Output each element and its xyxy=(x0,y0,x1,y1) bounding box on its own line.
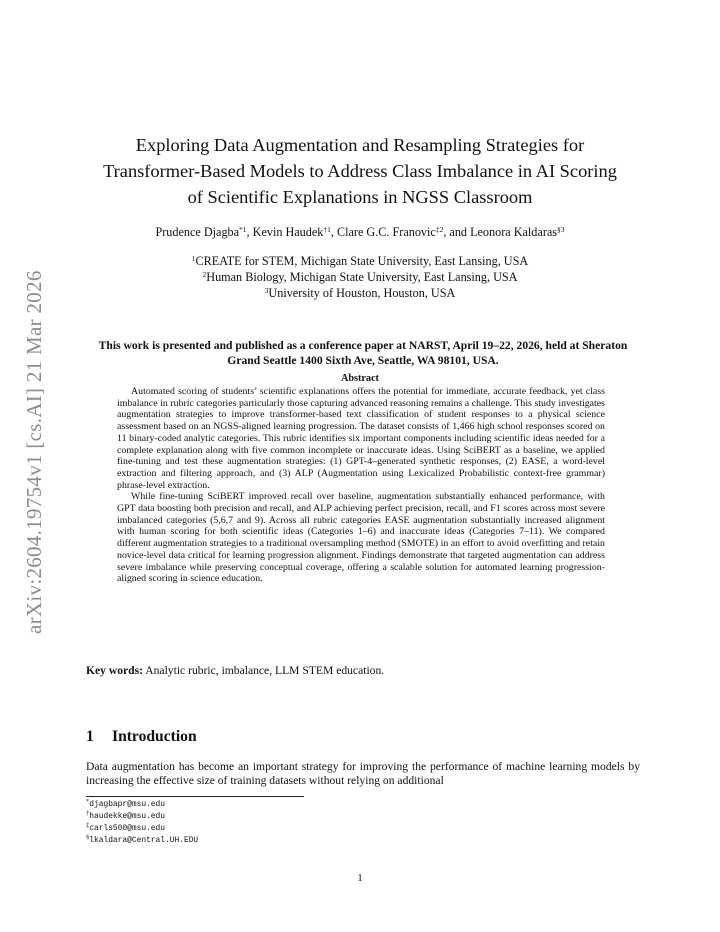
title-line: of Scientific Explanations in NGSS Classroom xyxy=(187,187,533,207)
section-title: Introduction xyxy=(112,728,197,745)
author-mark: *1 xyxy=(239,225,247,234)
author-mark: §3 xyxy=(557,225,565,234)
affiliation-text: Human Biology, Michigan State University, East Lansing, USA xyxy=(206,270,518,284)
author-list xyxy=(80,224,640,240)
footnote-mark: † xyxy=(86,810,90,817)
footnote xyxy=(86,799,640,811)
page-number: 1 xyxy=(357,872,363,884)
abstract-heading: Abstract xyxy=(341,373,379,384)
affiliation-number: 3 xyxy=(264,286,269,295)
footnote xyxy=(86,835,640,847)
author-separator: , and xyxy=(443,225,471,239)
footnote-mark: § xyxy=(86,834,90,841)
introduction-paragraph: Data augmentation has become an important strategy for improving the performance of machine learning models by increasing the effective size of training datasets without relying on additional xyxy=(86,760,640,787)
author-mark: ‡2 xyxy=(435,225,444,234)
title-line: Transformer-Based Models to Address Class Imbalance in AI Scoring xyxy=(103,161,617,181)
author-name: Clare G.C. Franovic xyxy=(336,225,436,239)
author-name: Leonora Kaldaras xyxy=(470,225,558,239)
affiliation-number: 2 xyxy=(202,270,207,279)
footnote xyxy=(86,823,640,835)
abstract-body xyxy=(117,386,605,585)
title-line: Exploring Data Augmentation and Resampling Strategies for xyxy=(135,135,585,155)
affiliation xyxy=(80,253,640,269)
footnote-email-link[interactable]: carls500@msu.edu xyxy=(89,824,166,833)
author-name: Prudence Djagba xyxy=(155,225,240,239)
abstract-paragraph: Automated scoring of students’ scientific explanations offers the potential for immediate, accurate feedback, yet class imbalance in rubric categories particularly those capturing advanced reasoning remains a challenge. This study investigates augmentation strategies to improve transformer-based text classification of student responses to a physical science assessment based on an NGSS-aligned learning progression. The dataset consists of 1,466 high school responses scored on 11 binary-coded analytic categories. This rubric identifies six important components including scientific ideas needed for a complete explanation along with five common incomplete or inaccurate ideas. Using SciBERT as a baseline, we applied fine-tuning and test these augmentation strategies: (1) GPT-4–generated synthetic responses, (2) EASE, a word-level extraction and filtering approach, and (3) ALP (Augmentation using Lexicalized Probabilistic context-free grammar) phrase-level extraction. xyxy=(117,386,605,491)
affiliation-text: CREATE for STEM, Michigan State University, East Lansing, USA xyxy=(195,254,529,268)
keywords xyxy=(86,664,640,678)
author-separator: , xyxy=(246,225,253,239)
arxiv-identifier-stamp: arXiv:2604.19754v1 [cs.AI] 21 Mar 2026 xyxy=(22,270,46,634)
footnote xyxy=(86,811,640,823)
footnote-mark: * xyxy=(86,798,90,805)
abstract-paragraph: While fine-tuning SciBERT improved recall over baseline, augmentation substantially enhanced performance, with GPT data boosting both precision and recall, and ALP achieving perfect precision, recall, and F1 scores across most severe imbalanced categories (5,6,7 and 9). Across all rubric categories EASE augmentation substantially increased alignment with human scoring for both scientific ideas (Categories 1–6) and inaccurate ideas (Categories 7–11). We compared different augmentation strategies to a traditional oversampling method (SMOTE) in an effort to avoid overfitting and retain novice-level data critical for learning progression alignment. Findings demonstrate that targeted augmentation can address severe imbalance while preserving conceptual coverage, offering a scalable solution for automated learning progression-aligned scoring in science education. xyxy=(117,491,605,585)
author-name: Kevin Haudek xyxy=(252,225,324,239)
footnote-list xyxy=(86,799,640,847)
affiliation-list xyxy=(80,253,640,301)
affiliation xyxy=(80,269,640,285)
footnote-divider xyxy=(86,796,304,797)
paper-title xyxy=(80,132,640,210)
affiliation-number: 1 xyxy=(191,254,196,263)
footnote-email-link[interactable]: haudekke@msu.edu xyxy=(89,812,166,821)
keywords-label: Key words: xyxy=(86,664,143,677)
footnote-mark: ‡ xyxy=(86,822,90,829)
section-number: 1 xyxy=(86,728,94,745)
affiliation-text: University of Houston, Houston, USA xyxy=(268,286,456,300)
footnote-email-link[interactable]: djagbapr@msu.edu xyxy=(89,800,166,809)
conference-note: This work is presented and published as a conference paper at NARST, April 19–22, 2026, held at Sheraton Grand Seattle 1400 Sixth Ave, Seattle, WA 98101, USA. xyxy=(98,339,628,367)
author-separator: , xyxy=(330,225,337,239)
section-heading-introduction xyxy=(86,727,640,747)
author-mark: †1 xyxy=(323,225,331,234)
keywords-text: Analytic rubric, imbalance, LLM STEM education. xyxy=(145,664,385,677)
footnote-email-link[interactable]: lkaldara@Central.UH.EDU xyxy=(89,836,199,845)
affiliation xyxy=(80,285,640,301)
